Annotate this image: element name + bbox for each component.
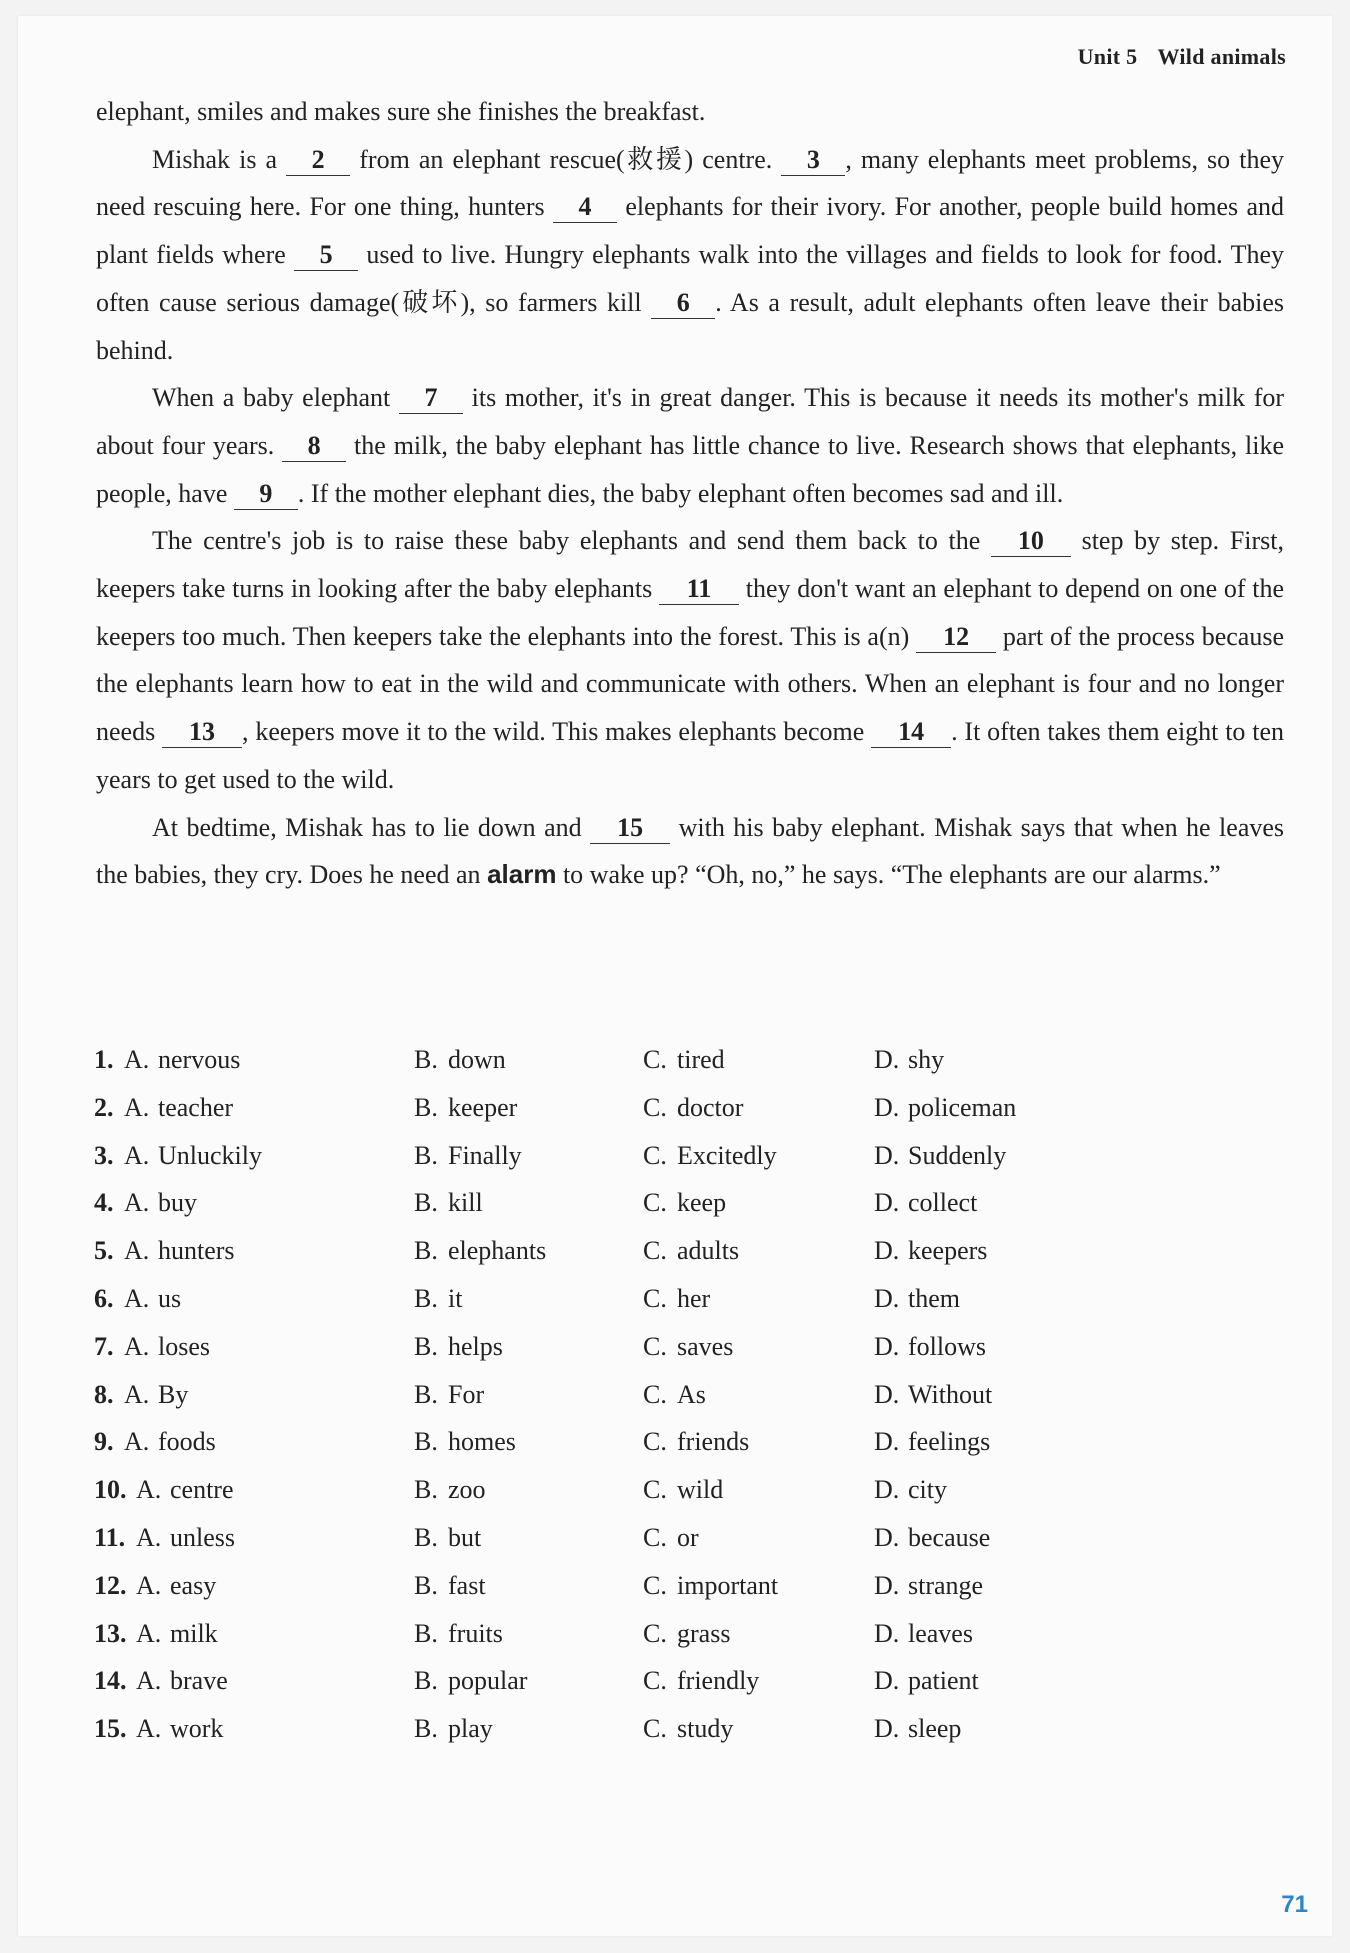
option-d (874, 1093, 1016, 1123)
blank-10: 10 (991, 526, 1071, 557)
option-c (643, 1236, 739, 1266)
option-letter: C. (643, 1188, 667, 1218)
option-a (124, 1045, 240, 1075)
option-a (124, 1332, 210, 1362)
blank-14: 14 (871, 717, 951, 748)
option-d (874, 1475, 947, 1505)
option-text: wild (677, 1475, 724, 1505)
option-text: shy (908, 1045, 945, 1074)
question-number: 6. (94, 1283, 114, 1313)
question-row (94, 1188, 1294, 1236)
option-b (414, 1666, 527, 1696)
option-text: policeman (908, 1092, 1017, 1122)
option-letter: A. (124, 1140, 150, 1170)
option-b (414, 1714, 493, 1744)
option-c (643, 1666, 759, 1696)
option-letter: B. (414, 1666, 438, 1696)
question-row (94, 1141, 1294, 1189)
question-row (94, 1045, 1294, 1093)
option-c (643, 1571, 778, 1601)
unit-label: Unit 5 (1077, 44, 1138, 69)
option-text: kill (448, 1188, 483, 1218)
question-row (94, 1714, 1294, 1762)
option-b (414, 1475, 486, 1505)
option-a (124, 1188, 197, 1218)
option-letter: B. (414, 1188, 438, 1218)
option-letter: C. (643, 1475, 667, 1505)
option-c (643, 1045, 725, 1075)
blank-5: 5 (294, 240, 358, 271)
option-text: but (448, 1522, 482, 1552)
option-text: homes (448, 1427, 516, 1457)
option-text: because (908, 1522, 991, 1552)
option-d (874, 1332, 986, 1362)
option-a (124, 1141, 262, 1171)
blank-4: 4 (553, 192, 617, 223)
option-letter: A. (136, 1666, 162, 1696)
question-row (94, 1475, 1294, 1523)
option-letter: B. (414, 1475, 438, 1505)
blank-8: 8 (282, 431, 346, 462)
question-row (94, 1427, 1294, 1475)
option-d (874, 1714, 961, 1744)
option-d (874, 1236, 987, 1266)
option-letter: D. (874, 1522, 900, 1552)
unit-title: Wild animals (1157, 44, 1286, 69)
question-number: 2. (94, 1092, 114, 1122)
question-number: 12. (94, 1570, 127, 1600)
keyword-alarm: alarm (487, 859, 557, 890)
option-d (874, 1188, 977, 1218)
option-letter: D. (874, 1236, 900, 1266)
option-letter: B. (414, 1427, 438, 1457)
option-letter: C. (643, 1570, 667, 1600)
question-number: 3. (94, 1140, 114, 1170)
option-b (414, 1523, 481, 1553)
option-c (643, 1188, 726, 1218)
option-text: fast (448, 1570, 486, 1600)
option-a (136, 1619, 218, 1649)
option-c (643, 1475, 723, 1505)
option-a (136, 1714, 223, 1744)
page-header (1078, 44, 1286, 70)
option-text: elephants (448, 1236, 547, 1266)
option-a (124, 1427, 216, 1457)
option-a (136, 1571, 216, 1601)
option-letter: A. (124, 1283, 150, 1313)
option-d (874, 1571, 983, 1601)
option-text: loses (158, 1331, 210, 1361)
option-text: follows (908, 1331, 986, 1361)
paragraph-1: elephant, smiles and makes sure she finishes the breakfast. (96, 97, 706, 126)
option-letter: D. (874, 1475, 900, 1505)
option-letter: B. (414, 1618, 438, 1648)
question-number: 15. (94, 1714, 127, 1744)
option-letter: C. (643, 1427, 667, 1457)
option-b (414, 1236, 546, 1266)
option-d (874, 1619, 973, 1649)
option-letter: A. (136, 1618, 162, 1648)
question-row (94, 1523, 1294, 1571)
option-letter: C. (643, 1283, 667, 1313)
option-text: Unluckily (158, 1140, 262, 1170)
option-b (414, 1427, 516, 1457)
option-letter: A. (136, 1714, 162, 1744)
option-text: sleep (908, 1714, 962, 1744)
option-text: tired (677, 1045, 725, 1074)
paragraph-5: At bedtime, Mishak has to lie down and 15 with his baby elephant. Mishak says that when he leaves the babies, they cry. Does he need an alarm to wake up? “Oh, no,” he says. “The elephants are our alarms.” (96, 812, 1285, 890)
question-row (94, 1571, 1294, 1619)
option-letter: D. (874, 1283, 900, 1313)
blank-12: 12 (916, 622, 996, 653)
option-text: adults (677, 1236, 740, 1266)
option-letter: A. (124, 1427, 150, 1457)
option-text: popular (448, 1666, 528, 1696)
option-text: down (448, 1045, 506, 1074)
option-letter: B. (414, 1236, 438, 1266)
question-row (94, 1666, 1294, 1714)
option-text: hunters (158, 1236, 235, 1266)
option-text: unless (170, 1522, 235, 1552)
option-b (414, 1284, 462, 1314)
question-row (94, 1380, 1294, 1428)
question-number: 1. (94, 1045, 114, 1074)
question-number: 10. (94, 1475, 127, 1505)
option-letter: C. (643, 1092, 667, 1122)
option-a (136, 1666, 228, 1696)
blank-15: 15 (590, 813, 670, 844)
option-text: keeper (448, 1092, 518, 1122)
option-text: it (448, 1283, 463, 1313)
option-letter: D. (874, 1045, 900, 1074)
question-number: 8. (94, 1379, 114, 1409)
option-letter: B. (414, 1331, 438, 1361)
option-letter: A. (124, 1379, 150, 1409)
option-d (874, 1666, 979, 1696)
option-b (414, 1332, 503, 1362)
option-letter: C. (643, 1045, 667, 1074)
option-letter: C. (643, 1666, 667, 1696)
option-a (124, 1093, 233, 1123)
cloze-passage (96, 88, 1284, 899)
paragraph-2: Mishak is a 2 from an elephant rescue(救援) centre. 3 , many elephants meet problems, so they need rescuing here. For one thing, hunters 4 elephants for their ivory. For another, people build homes and plant fields where 5 used to live. Hungry elephants walk into the villages and fields to look for food. They often cause serious damage(破坏), so farmers kill 6 . As a result, adult elephants often leave their babies behind. (96, 144, 1285, 365)
option-text: Suddenly (908, 1140, 1007, 1170)
option-text: city (908, 1475, 947, 1505)
option-letter: D. (874, 1714, 900, 1744)
option-a (136, 1523, 235, 1553)
option-letter: A. (124, 1045, 150, 1074)
question-row (94, 1284, 1294, 1332)
option-d (874, 1284, 960, 1314)
option-text: doctor (677, 1092, 744, 1122)
option-a (124, 1380, 188, 1410)
option-letter: C. (643, 1618, 667, 1648)
option-letter: A. (124, 1331, 150, 1361)
option-c (643, 1332, 733, 1362)
option-letter: A. (124, 1092, 150, 1122)
option-letter: C. (643, 1379, 667, 1409)
option-text: zoo (448, 1475, 486, 1505)
option-text: For (448, 1379, 485, 1409)
option-c (643, 1141, 777, 1171)
question-number: 4. (94, 1188, 114, 1218)
option-d (874, 1523, 990, 1553)
option-text: patient (908, 1666, 979, 1696)
option-letter: D. (874, 1618, 900, 1648)
option-a (136, 1475, 234, 1505)
answer-options (94, 1045, 1294, 1762)
option-letter: D. (874, 1570, 900, 1600)
option-text: work (170, 1714, 224, 1744)
option-text: keep (677, 1188, 727, 1218)
option-letter: D. (874, 1092, 900, 1122)
option-text: fruits (448, 1618, 503, 1648)
option-b (414, 1045, 506, 1075)
option-letter: A. (136, 1522, 162, 1552)
option-text: milk (170, 1618, 218, 1648)
option-b (414, 1380, 484, 1410)
question-number: 11. (94, 1522, 126, 1552)
option-letter: D. (874, 1140, 900, 1170)
option-text: Finally (448, 1140, 522, 1170)
option-text: friends (677, 1427, 750, 1457)
option-letter: B. (414, 1714, 438, 1744)
blank-6: 6 (651, 288, 715, 319)
option-text: leaves (908, 1618, 973, 1648)
option-letter: A. (136, 1475, 162, 1505)
option-letter: A. (124, 1236, 150, 1266)
option-text: helps (448, 1331, 503, 1361)
option-text: us (158, 1283, 182, 1313)
option-text: play (448, 1714, 493, 1744)
question-number: 7. (94, 1331, 114, 1361)
option-letter: D. (874, 1188, 900, 1218)
blank-2: 2 (286, 145, 350, 176)
option-text: easy (170, 1570, 217, 1600)
option-text: feelings (908, 1427, 991, 1457)
option-a (124, 1284, 181, 1314)
option-c (643, 1619, 730, 1649)
option-letter: A. (136, 1570, 162, 1600)
option-b (414, 1619, 503, 1649)
option-d (874, 1380, 992, 1410)
option-b (414, 1571, 486, 1601)
option-text: friendly (677, 1666, 760, 1696)
option-letter: D. (874, 1379, 900, 1409)
option-b (414, 1093, 517, 1123)
option-letter: B. (414, 1140, 438, 1170)
option-text: centre (170, 1475, 234, 1505)
question-row (94, 1332, 1294, 1380)
option-letter: B. (414, 1570, 438, 1600)
option-letter: D. (874, 1666, 900, 1696)
option-text: brave (170, 1666, 228, 1696)
option-text: Excitedly (677, 1140, 777, 1170)
option-letter: B. (414, 1522, 438, 1552)
question-row (94, 1093, 1294, 1141)
option-d (874, 1045, 944, 1075)
option-c (643, 1093, 743, 1123)
paragraph-4: The centre's job is to raise these baby elephants and send them back to the 10 step by step. First, keepers take turns in looking after the baby elephants 11 they don't want an elephant to depend on one of the keepers too much. Then keepers take the elephants into the forest. This is a(n) 12 part of the process because the elephants learn how to eat in the wild and communicate with others. When an elephant is four and no longer needs 13 , keepers move it to the wild. This makes elephants become 14 . It often takes them eight to ten years to get used to the wild. (96, 526, 1285, 794)
option-letter: A. (124, 1188, 150, 1218)
option-d (874, 1141, 1006, 1171)
option-text: important (677, 1570, 779, 1600)
option-text: her (677, 1283, 711, 1313)
blank-3: 3 (781, 145, 845, 176)
question-number: 5. (94, 1236, 114, 1266)
option-b (414, 1188, 483, 1218)
question-number: 13. (94, 1618, 127, 1648)
blank-9: 9 (234, 479, 298, 510)
option-c (643, 1284, 710, 1314)
option-text: By (158, 1379, 189, 1409)
option-letter: C. (643, 1714, 667, 1744)
blank-11: 11 (659, 574, 739, 605)
option-text: collect (908, 1188, 978, 1218)
option-text: Without (908, 1379, 993, 1409)
option-letter: B. (414, 1379, 438, 1409)
option-text: saves (677, 1331, 734, 1361)
option-letter: D. (874, 1427, 900, 1457)
option-letter: C. (643, 1140, 667, 1170)
option-text: grass (677, 1618, 731, 1648)
option-letter: B. (414, 1283, 438, 1313)
option-text: As (677, 1379, 706, 1409)
option-text: teacher (158, 1092, 234, 1122)
option-text: them (908, 1283, 960, 1313)
option-b (414, 1141, 522, 1171)
option-text: buy (158, 1188, 197, 1218)
option-letter: B. (414, 1045, 438, 1074)
option-c (643, 1714, 733, 1744)
paragraph-3: When a baby elephant 7 its mother, it's in great danger. This is because it needs its mother's milk for about four years. 8 the milk, the baby elephant has little chance to live. Research shows that elephants, like people, have 9 . If the mother elephant dies, the baby elephant often becomes sad and ill. (96, 383, 1285, 508)
option-text: nervous (158, 1045, 241, 1074)
blank-7: 7 (399, 383, 463, 414)
question-number: 9. (94, 1427, 114, 1457)
option-letter: D. (874, 1331, 900, 1361)
option-c (643, 1523, 699, 1553)
option-letter: B. (414, 1092, 438, 1122)
option-c (643, 1427, 749, 1457)
option-text: strange (908, 1570, 984, 1600)
question-row (94, 1619, 1294, 1667)
option-d (874, 1427, 990, 1457)
page-number: 71 (1281, 1891, 1308, 1918)
option-letter: C. (643, 1331, 667, 1361)
option-text: or (677, 1522, 699, 1552)
option-text: foods (158, 1427, 216, 1457)
option-text: study (677, 1714, 734, 1744)
option-letter: C. (643, 1236, 667, 1266)
option-text: keepers (908, 1236, 988, 1266)
question-number: 14. (94, 1666, 127, 1696)
option-a (124, 1236, 235, 1266)
blank-13: 13 (162, 717, 242, 748)
option-c (643, 1380, 706, 1410)
option-letter: C. (643, 1522, 667, 1552)
question-row (94, 1236, 1294, 1284)
